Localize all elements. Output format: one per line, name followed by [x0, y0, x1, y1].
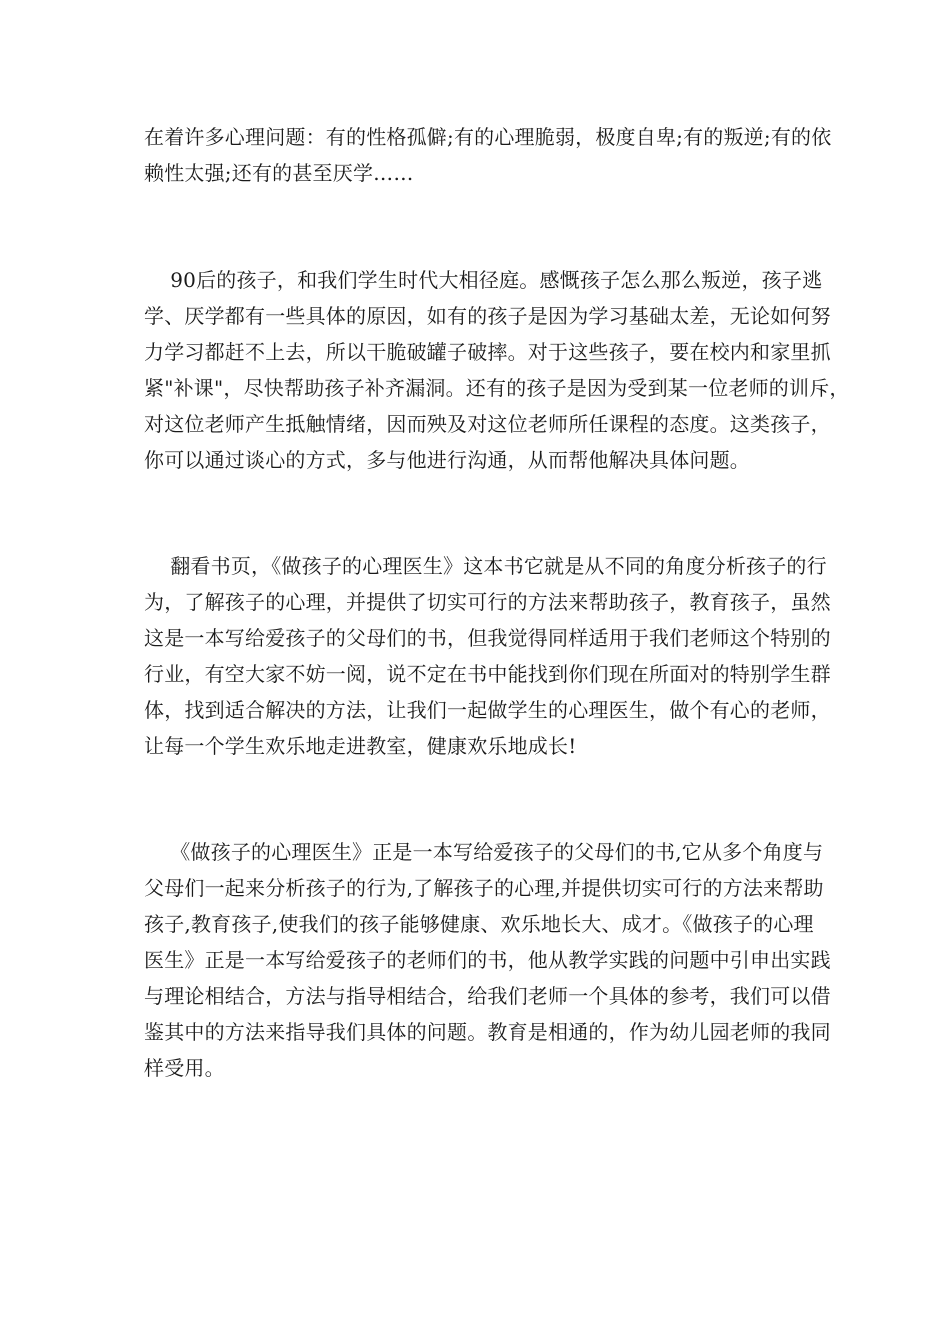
- text-line: 学、厌学都有一些具体的原因，如有的孩子是因为学习基础太差，无论如何努: [144, 304, 831, 328]
- text-line: 紧"补课"，尽快帮助孩子补齐漏洞。还有的孩子是因为受到某一位老师的训斥，: [144, 376, 850, 400]
- text-line: 医生》正是一本写给爱孩子的老师们的书，他从教学实践的问题中引申出实践: [144, 948, 831, 972]
- paragraph-4: [144, 834, 831, 1086]
- text-line: 让每一个学生欢乐地走进教室，健康欢乐地成长!: [144, 734, 577, 758]
- paragraph-2: [144, 262, 850, 478]
- text-line: 翻看书页，《做孩子的心理医生》这本书它就是从不同的角度分析孩子的行: [144, 554, 827, 578]
- paragraph-3: [144, 548, 831, 764]
- text-line: 体，找到适合解决的方法，让我们一起做学生的心理医生，做个有心的老师，: [144, 698, 831, 722]
- text-line: 为，了解孩子的心理，并提供了切实可行的方法来帮助孩子，教育孩子，虽然: [144, 590, 831, 614]
- text-line: 《做孩子的心理医生》正是一本写给爱孩子的父母们的书,它从多个角度与: [144, 840, 824, 864]
- text-line: 对这位老师产生抵触情绪，因而殃及对这位老师所任课程的态度。这类孩子，: [144, 412, 831, 436]
- text-line: 样受用。: [144, 1056, 225, 1080]
- text-line: 力学习都赶不上去，所以干脆破罐子破摔。对于这些孩子，要在校内和家里抓: [144, 340, 831, 364]
- text-line: 你可以通过谈心的方式，多与他进行沟通，从而帮他解决具体问题。: [144, 448, 750, 472]
- text-line: 父母们一起来分析孩子的行为,了解孩子的心理,并提供切实可行的方法来帮助: [144, 876, 824, 900]
- text-line: 行业，有空大家不妨一阅，说不定在书中能找到你们现在所面对的特别学生群: [144, 662, 831, 686]
- paragraph-1: [144, 119, 832, 191]
- text-line: 与理论相结合，方法与指导相结合，给我们老师一个具体的参考，我们可以借: [144, 984, 831, 1008]
- text-line: 这是一本写给爱孩子的父母们的书，但我觉得同样适用于我们老师这个特别的: [144, 626, 831, 650]
- text-line: 90后的孩子，和我们学生时代大相径庭。感慨孩子怎么那么叛逆，孩子逃: [144, 268, 823, 292]
- text-line: 在着许多心理问题：有的性格孤僻;有的心理脆弱，极度自卑;有的叛逆;有的依: [144, 125, 832, 149]
- text-line: 赖性太强;还有的甚至厌学……: [144, 161, 414, 185]
- text-line: 孩子,教育孩子,使我们的孩子能够健康、欢乐地长大、成才。《做孩子的心理: [144, 912, 814, 936]
- text-line: 鉴其中的方法来指导我们具体的问题。教育是相通的，作为幼儿园老师的我同: [144, 1020, 831, 1044]
